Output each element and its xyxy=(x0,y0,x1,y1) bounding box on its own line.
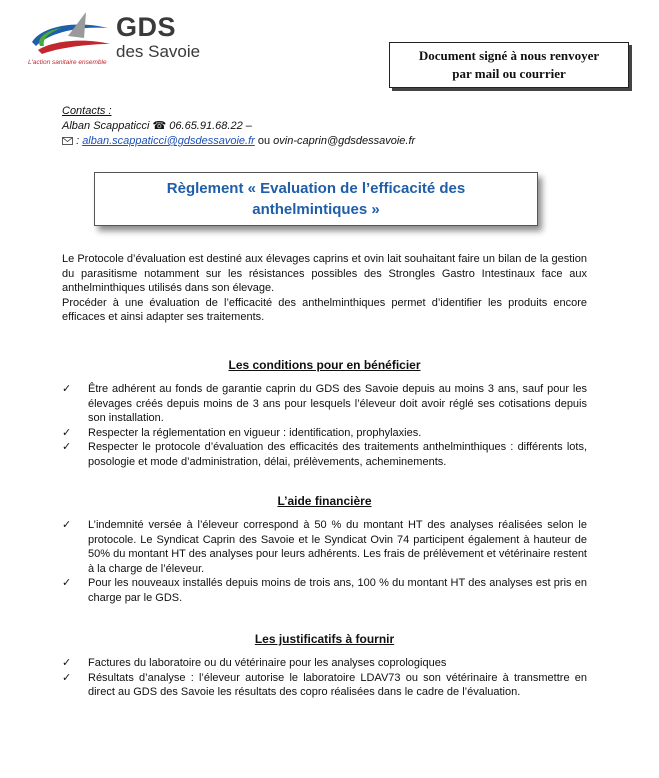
list-item: ✓ L’indemnité versée à l’éleveur correspond à 50 % du montant HT des analyses réalisées selon le protocole. Le Syndicat Caprin des Savoie et le Syndicat Ovin 74 participent également à hauteur de 50% du montant HT des analyses pour leurs adhérents. Les frais de prélèvement et vétérinaire restent à la charge de l’éleveur. xyxy=(62,518,587,575)
contacts-block xyxy=(62,104,415,149)
section-title-financial-aid: L’aide financière xyxy=(277,494,372,508)
conditions-list xyxy=(62,382,587,469)
checkmark-icon: ✓ xyxy=(62,518,72,531)
list-item: ✓ Être adhérent au fonds de garantie caprin du GDS des Savoie depuis au moins 3 ans, sauf pour les élevages créés depuis moins de 3 ans pour lesquels l’éleveur doit avoir réglé ses cotisations depuis son installation. xyxy=(62,382,587,424)
logo-swoosh-icon xyxy=(28,6,118,61)
checkmark-icon: ✓ xyxy=(62,440,72,453)
section-title-documents: Les justificatifs à fournir xyxy=(254,632,395,646)
document-title-line2: anthelmintiques » xyxy=(252,201,380,218)
section-title-conditions: Les conditions pour en bénéficier xyxy=(228,358,421,372)
documents-list xyxy=(62,656,587,700)
logo-tagline: L'action sanitaire ensemble xyxy=(28,59,107,66)
list-item: ✓ Pour les nouveaux installés depuis moins de trois ans, 100 % du montant HT des analyses est pris en charge par le GDS. xyxy=(62,576,587,604)
checkmark-icon: ✓ xyxy=(62,670,72,684)
contact-email-link[interactable]: alban.scappaticci@gdsdessavoie.fr xyxy=(82,135,255,147)
contact-email2: ovin-caprin@gdsdessavoie.fr xyxy=(273,135,416,147)
document-title-line1: Règlement « Evaluation de l’efficacité des xyxy=(166,180,466,197)
signed-notice-line1: Document signé à nous renvoyer xyxy=(418,48,600,63)
document-title-box xyxy=(94,172,538,226)
list-item: ✓ Respecter le protocole d’évaluation des efficacités des traitements anthelminthiques : différents lots, posologie et mode d’administration, délai, prélèvements, acheminements. xyxy=(62,440,587,468)
contact-or: ou xyxy=(257,135,271,147)
logo-subtitle: des Savoie xyxy=(116,42,201,61)
email-separator: : xyxy=(76,135,80,147)
contact-phone: 06.65.91.68.22 – xyxy=(169,120,252,132)
checkmark-icon: ✓ xyxy=(62,382,72,395)
gds-logo xyxy=(28,6,208,66)
signed-document-notice xyxy=(389,42,629,88)
checkmark-icon: ✓ xyxy=(62,656,72,669)
intro-paragraph-2: Procéder à une évaluation de l’efficacité des anthelminthiques permet d’identifier les produits encore efficaces et ainsi adapter ses traitements. xyxy=(62,296,587,323)
contacts-label: Contacts : xyxy=(62,105,112,117)
envelope-icon xyxy=(62,137,73,145)
financial-aid-list xyxy=(62,518,587,605)
contact-name: Alban Scappaticci xyxy=(62,120,150,132)
checkmark-icon: ✓ xyxy=(62,425,72,439)
checkmark-icon: ✓ xyxy=(62,576,72,589)
list-item: ✓ Factures du laboratoire ou du vétérinaire pour les analyses coprologiques xyxy=(62,656,447,669)
telephone-icon: ☎ xyxy=(152,120,167,132)
list-item: ✓ Respecter la réglementation en vigueur : identification, prophylaxies. xyxy=(62,425,422,439)
signed-notice-line2: par mail ou courrier xyxy=(452,66,566,81)
intro-text xyxy=(62,252,587,325)
list-item: ✓ Résultats d’analyse : l’éleveur autorise le laboratoire LDAV73 ou son vétérinaire à transmettre en direct au GDS des Savoie les résultats des copro réalisées dans le cadre de l’évaluation. xyxy=(62,670,587,698)
logo-brand: GDS xyxy=(116,12,177,42)
intro-paragraph-1: Le Protocole d’évaluation est destiné aux élevages caprins et ovin lait souhaitant faire un bilan de la gestion du parasitisme notamment sur les résistances possibles des Strongles Gastro Intestinaux face aux anthelminthiques utilisés dans son élevage. xyxy=(62,253,587,294)
